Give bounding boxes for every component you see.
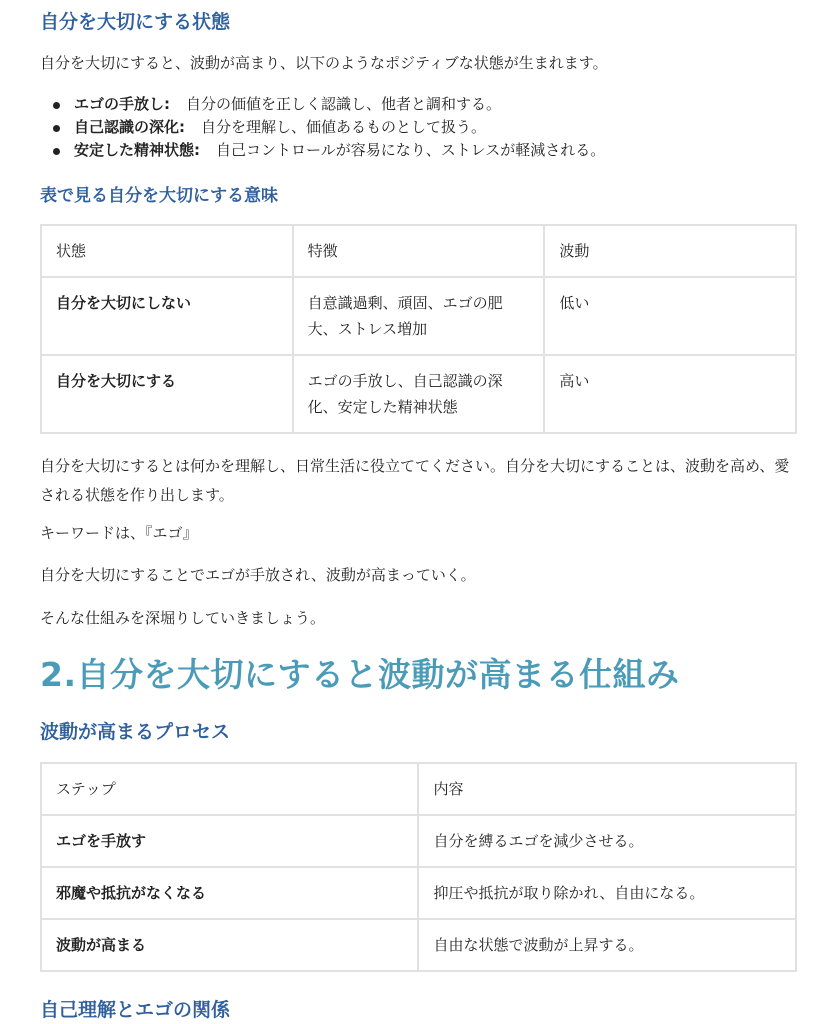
bullet-text: 自分を理解し、価値あるものとして扱う。 xyxy=(201,118,487,136)
bullet-term: 安定した精神状態: xyxy=(74,141,200,159)
table-cell: エゴの手放し、自己認識の深化、安定した精神状態 xyxy=(293,355,545,433)
intro-paragraph: 自分を大切にすると、波動が高まり、以下のようなポジティブな状態が生まれます。 xyxy=(40,54,608,72)
list-item xyxy=(40,93,605,116)
heading-self-understanding: 自己理解とエゴの関係 xyxy=(40,999,231,1021)
process-table xyxy=(40,762,797,972)
table-row xyxy=(41,277,796,355)
paragraph: 自分を大切にすることでエゴが手放され、波動が高まっていく。 xyxy=(40,566,476,584)
table-row xyxy=(41,919,796,971)
table-cell: 波動が高まる xyxy=(41,919,418,971)
table-header-cell: 状態 xyxy=(41,225,293,277)
meaning-table xyxy=(40,224,797,434)
table-header-cell: 特徴 xyxy=(293,225,545,277)
table-row xyxy=(41,867,796,919)
bullet-dot-icon xyxy=(53,125,60,132)
table-header-row xyxy=(41,763,796,815)
table-header-cell: 波動 xyxy=(544,225,796,277)
table-cell: エゴを手放す xyxy=(41,815,418,867)
heading-table1: 表で見る自分を大切にする意味 xyxy=(40,186,278,206)
paragraph: そんな仕組みを深堀りしていきましょう。 xyxy=(40,609,326,627)
heading-self-care-state: 自分を大切にする状態 xyxy=(40,11,231,33)
table-cell: 低い xyxy=(544,277,796,355)
table-row xyxy=(41,355,796,433)
bullet-term: 自己認識の深化: xyxy=(74,118,185,136)
table-cell: 抑圧や抵抗が取り除かれ、自由になる。 xyxy=(418,867,796,919)
table-cell: 自分を大切にしない xyxy=(41,277,293,355)
heading-table2: 波動が高まるプロセス xyxy=(40,721,231,743)
list-item xyxy=(40,116,605,139)
table-cell: 邪魔や抵抗がなくなる xyxy=(41,867,418,919)
bullet-term: エゴの手放し: xyxy=(74,95,170,113)
table-row xyxy=(41,815,796,867)
table-header-cell: ステップ xyxy=(41,763,418,815)
bullet-text: 自己コントロールが容易になり、ストレスが軽減される。 xyxy=(216,141,606,159)
bullet-dot-icon xyxy=(53,102,60,109)
table-header-row xyxy=(41,225,796,277)
paragraph: 自分を大切にするとは何かを理解し、日常生活に役立ててください。自分を大切にすることは、波動を高め、愛される状態を作り出します。 xyxy=(40,457,790,504)
bullet-list xyxy=(40,93,605,162)
table-cell: 高い xyxy=(544,355,796,433)
table-header-cell: 内容 xyxy=(418,763,796,815)
bullet-text: 自分の価値を正しく認識し、他者と調和する。 xyxy=(186,95,502,113)
table-cell: 自分を大切にする xyxy=(41,355,293,433)
table-cell: 自意識過剰、頑固、エゴの肥大、ストレス増加 xyxy=(293,277,545,355)
section-heading-2: 2.自分を大切にすると波動が高まる仕組み xyxy=(40,655,680,694)
paragraph: キーワードは、『エゴ』 xyxy=(40,524,198,542)
list-item xyxy=(40,139,605,162)
table-cell: 自分を縛るエゴを減少させる。 xyxy=(418,815,796,867)
bullet-dot-icon xyxy=(53,148,60,155)
table-cell: 自由な状態で波動が上昇する。 xyxy=(418,919,796,971)
